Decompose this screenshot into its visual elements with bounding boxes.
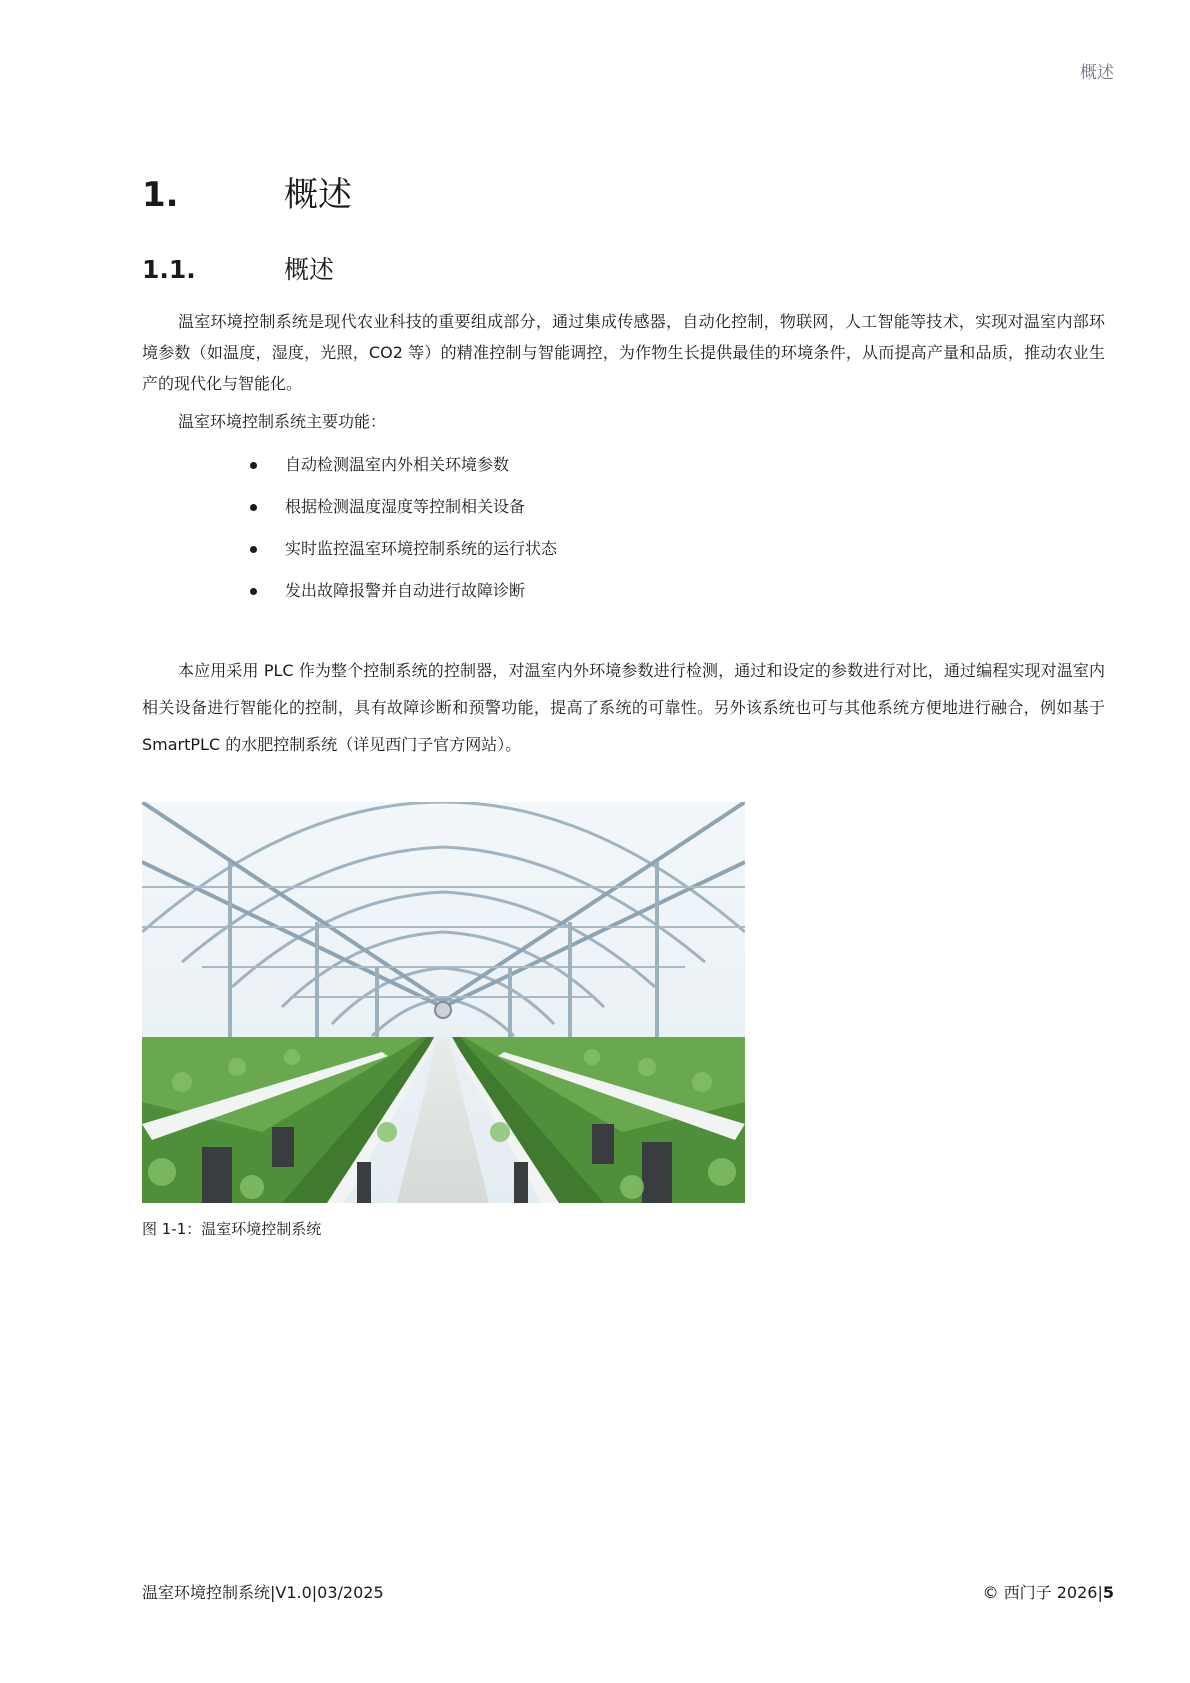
intro-paragraph: 温室环境控制系统是现代农业科技的重要组成部分，通过集成传感器，自动化控制，物联网，人工智能等技术，实现对温室内部环境参数（如温度，湿度，光照，CO2 等）的精准控制与智能调控，为作物生长提供最佳的环境条件，从而提高产量和品质，推动农业生产的现代化与智能化。 xyxy=(142,312,1105,393)
application-paragraph: 本应用采用 PLC 作为整个控制系统的控制器，对温室内外环境参数进行检测，通过和设定的参数进行对比，通过编程实现对温室内相关设备进行智能化的控制，具有故障诊断和预警功能，提高了系统的可靠性。另外该系统也可与其他系统方便地进行融合，例如基于 SmartPLC 的水肥控制系统（详见西门子官方网站）。 xyxy=(142,661,1105,754)
heading-2-title: 概述 xyxy=(284,255,335,284)
list-item-text: 发出故障报警并自动进行故障诊断 xyxy=(285,581,526,600)
list-item-text: 根据检测温度湿度等控制相关设备 xyxy=(285,497,526,516)
greenhouse-photo xyxy=(142,802,745,1203)
bullet-icon xyxy=(250,588,257,595)
features-list xyxy=(250,450,557,618)
features-intro-paragraph: 温室环境控制系统主要功能： xyxy=(178,412,387,431)
list-item xyxy=(250,450,557,492)
list-item-text: 自动检测温室内外相关环境参数 xyxy=(285,455,510,474)
list-item xyxy=(250,492,557,534)
heading-level-2 xyxy=(142,252,1042,288)
list-item-text: 实时监控温室环境控制系统的运行状态 xyxy=(285,539,558,558)
greenhouse-illustration xyxy=(142,802,745,1203)
footer-copyright-text: © 西门子 2026| xyxy=(982,1583,1103,1602)
heading-level-1 xyxy=(142,172,1042,218)
footer-document-info: 温室环境控制系统|V1.0|03/2025 xyxy=(142,1583,384,1602)
page-number: 5 xyxy=(1102,1583,1114,1602)
running-header: 概述 xyxy=(1080,63,1114,83)
bullet-icon xyxy=(250,504,257,511)
heading-1-title: 概述 xyxy=(284,175,352,215)
list-item xyxy=(250,576,557,618)
list-item xyxy=(250,534,557,576)
heading-1-number: 1. xyxy=(142,175,179,215)
bullet-icon xyxy=(250,546,257,553)
figure-caption: 图 1-1：温室环境控制系统 xyxy=(142,1220,322,1238)
heading-2-number: 1.1. xyxy=(142,255,196,284)
footer-copyright xyxy=(983,1580,1114,1603)
bullet-icon xyxy=(250,462,257,469)
